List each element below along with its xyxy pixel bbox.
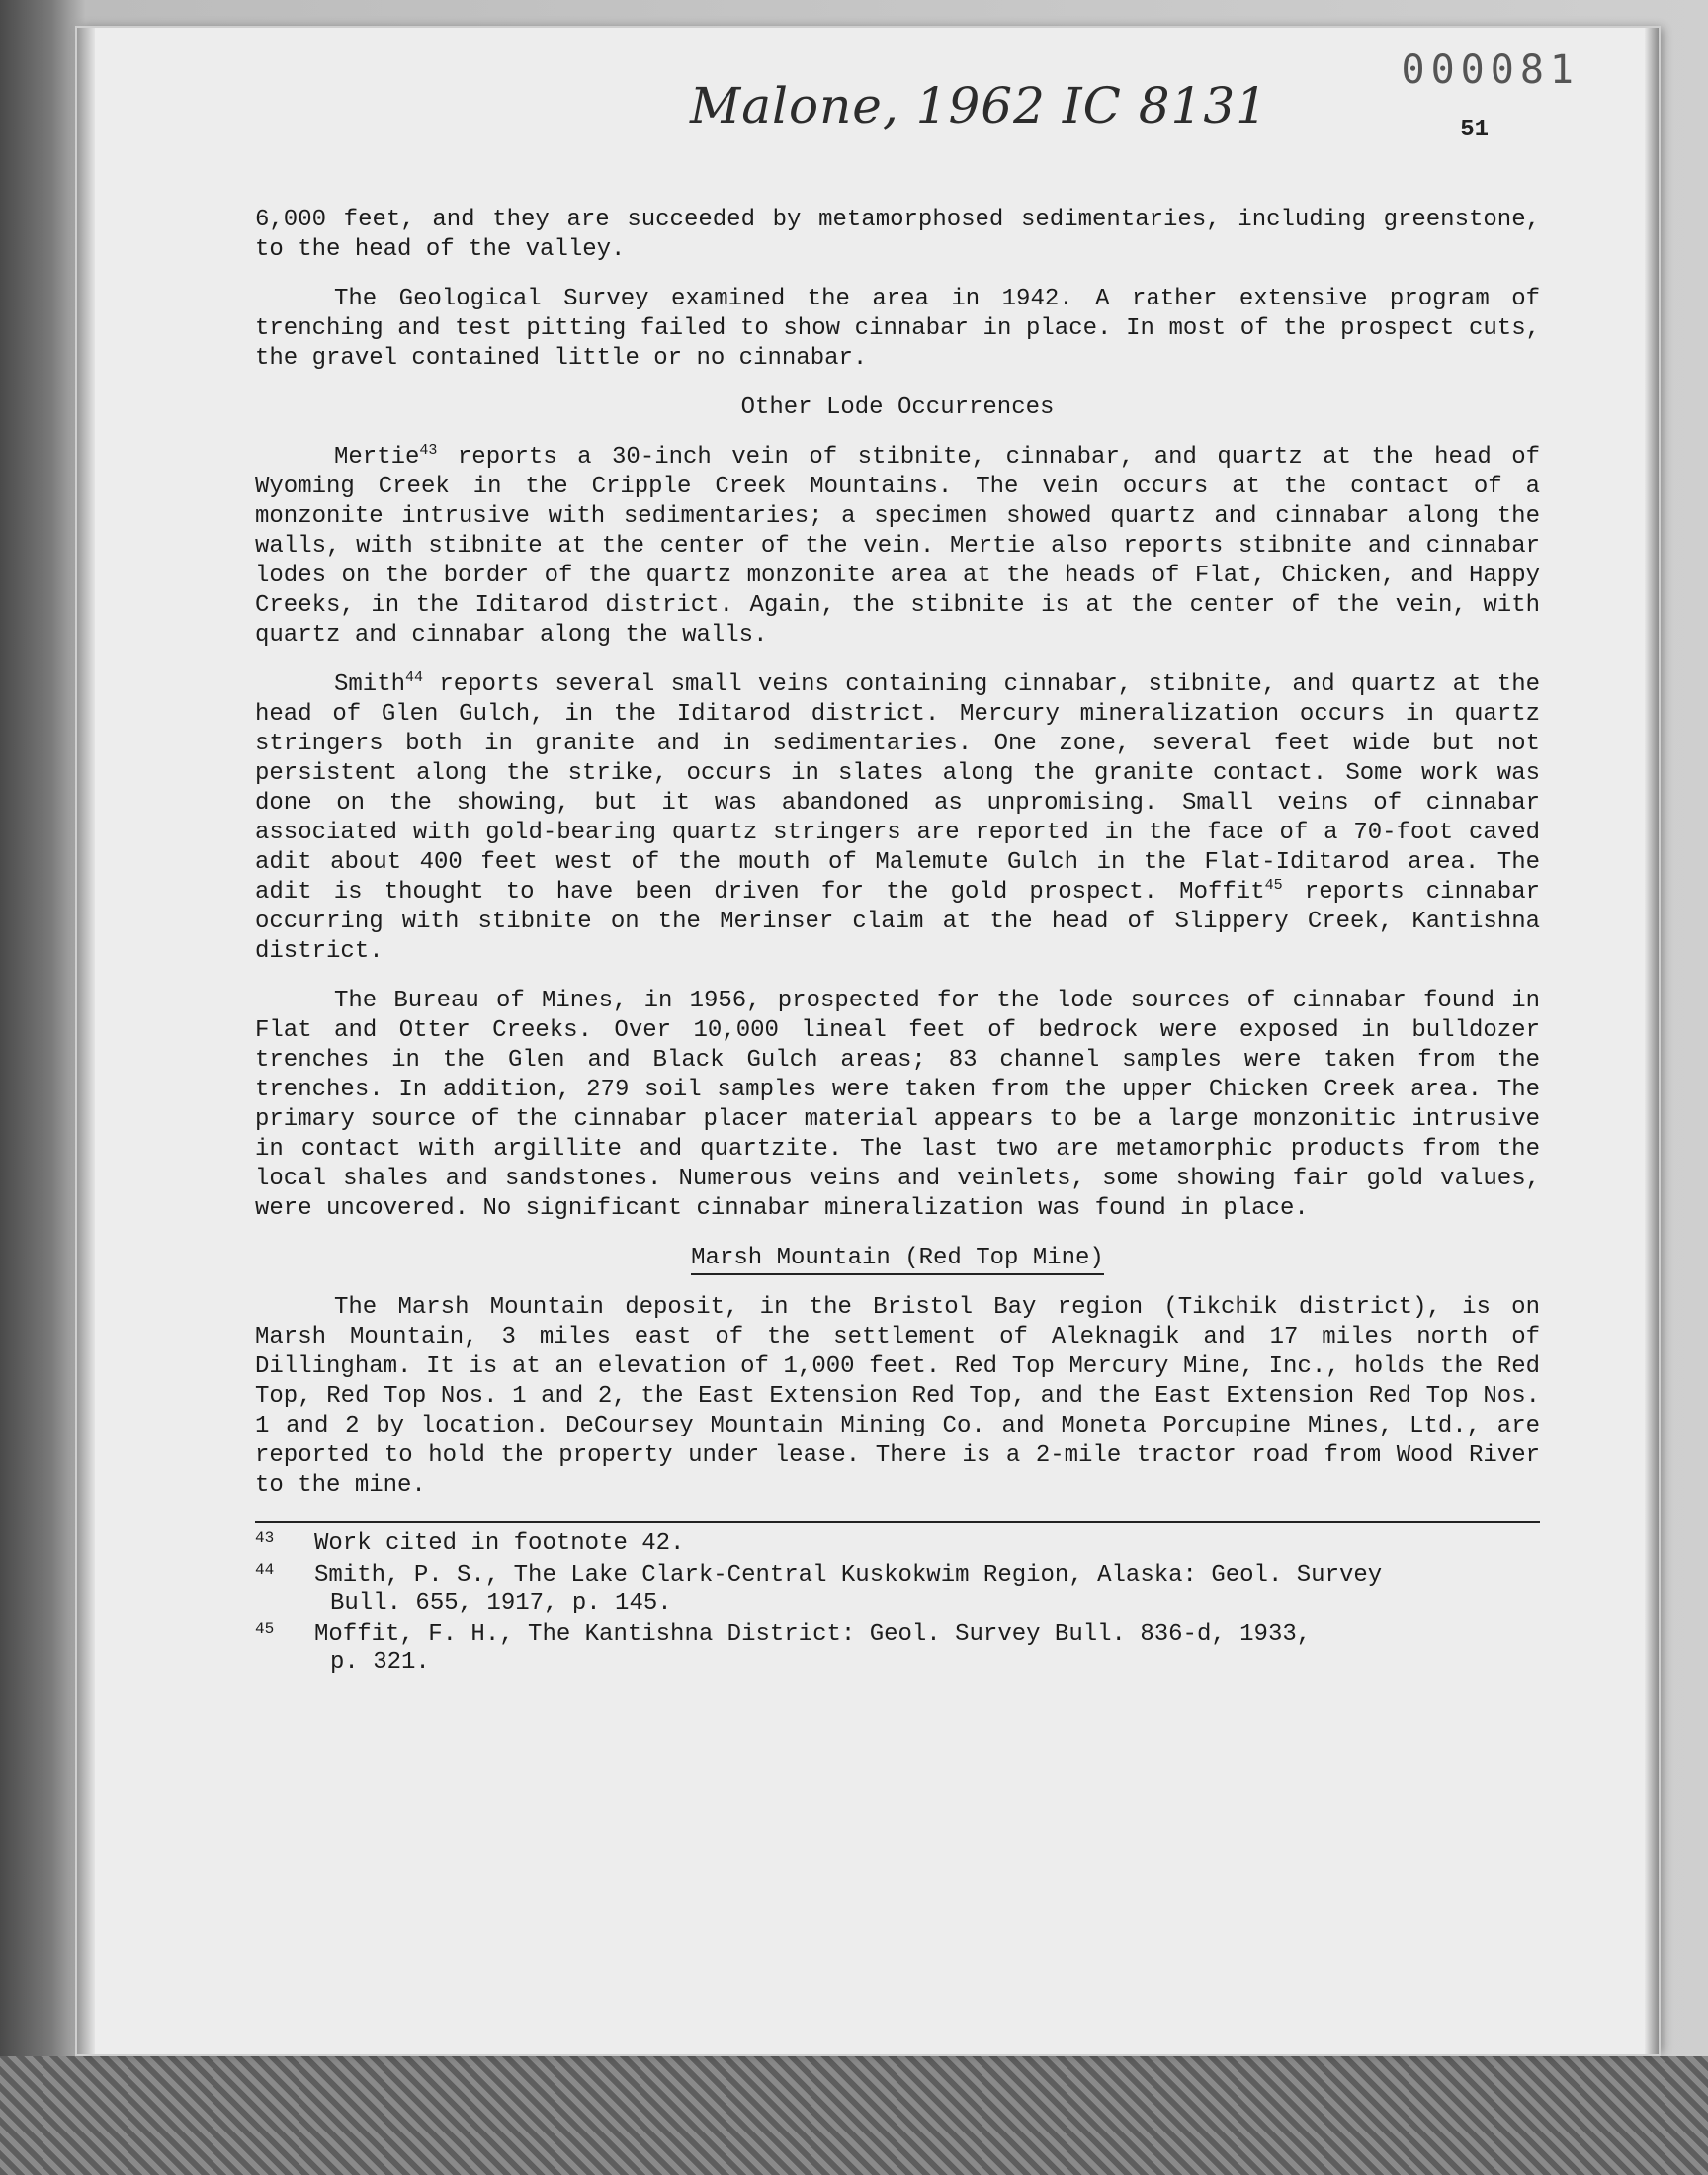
page-id-stamp: 000081 bbox=[1401, 47, 1580, 93]
footnote-number: 45 bbox=[255, 1620, 275, 1638]
section-heading-marsh-mountain-text: Marsh Mountain (Red Top Mine) bbox=[691, 1245, 1104, 1275]
paragraph-marsh-mountain: The Marsh Mountain deposit, in the Bristol Bay region (Tikchik district), is on Marsh Mountain, 3 miles east of the settlement of Aleknagik and 17 miles north of Dillingham. It is at an elevation of 1,000 feet. Red Top Mercury Mine, Inc., holds the Red Top, Red Top Nos. 1 and 2, the East Extension Red Top, and the East Extension Red Top Nos. 1 and 2 by location. DeCoursey Mountain Mining Co. and Moneta Porcupine Mines, Ltd., are reported to hold the property under lease. There is a 2-mile tractor road from Wood River to the mine. bbox=[255, 1294, 1540, 1499]
paragraph-geological-survey: The Geological Survey examined the area in 1942. A rather extensive program of trenching and test pitting failed to show cinnabar in place. In most of the prospect cuts, the gravel contained little or no cinnabar. bbox=[255, 286, 1540, 372]
paragraph-continued: 6,000 feet, and they are succeeded by metamorphosed sedimentaries, including greenstone, to the head of the valley. bbox=[255, 207, 1540, 263]
page-right-edge bbox=[1645, 28, 1659, 2054]
document-body bbox=[255, 206, 1540, 1681]
page-left-edge bbox=[77, 28, 95, 2054]
footnote-number: 43 bbox=[255, 1529, 275, 1547]
section-heading-other-lode: Other Lode Occurrences bbox=[740, 394, 1055, 421]
paragraph-bureau-of-mines: The Bureau of Mines, in 1956, prospected for the lode sources of cinnabar found in Flat and Otter Creeks. Over 10,000 lineal feet of bedrock were exposed in bulldozer trenches in the Glen and Black Gulch areas; 83 channel samples were taken from the trenches. In addition, 279 soil samples were taken from the upper Chicken Creek area. The primary source of the cinnabar placer material appears to be a large monzonitic intrusive in contact with argillite and quartzite. The last two are metamorphic products from the local shales and sandstones. Numerous veins and veinlets, some showing fair gold values, were uncovered. No significant cinnabar mineralization was found in place. bbox=[255, 988, 1540, 1222]
footnote-ref-43: 43 bbox=[419, 442, 438, 459]
footnote-text-continued: p. 321. bbox=[330, 1649, 430, 1676]
paragraph-smith bbox=[255, 670, 1540, 967]
paragraph-mertie bbox=[255, 443, 1540, 651]
footnote-ref-45: 45 bbox=[1264, 877, 1283, 894]
paragraph-moffit-text: reports cinnabar occurring with stibnite on the Merinser claim at the head of Slippery Creek, Kantishna district. bbox=[255, 879, 1541, 965]
section-heading-marsh-mountain bbox=[255, 1244, 1540, 1273]
footnote-45 bbox=[255, 1621, 1540, 1677]
footnote-44 bbox=[255, 1562, 1540, 1617]
footnote-text: Moffit, F. H., The Kantishna District: Geol. Survey Bull. 836-d, 1933, bbox=[314, 1621, 1312, 1648]
footnote-text: Smith, P. S., The Lake Clark-Central Kuskokwim Region, Alaska: Geol. Survey bbox=[314, 1562, 1383, 1589]
document-page bbox=[77, 28, 1659, 2054]
footnote-ref-44: 44 bbox=[405, 669, 424, 686]
footnote-divider bbox=[255, 1521, 1540, 1522]
paragraph-smith-text: reports several small veins containing cinnabar, stibnite, and quartz at the head of Glen Gulch, in the Iditarod district. Mercury mineralization occurs in quartz stringers both in granite and in sedimentaries. One zone, several feet wide but not persistent along the strike, occurs in slates along the granite contact. Some work was done on the showing, but it was abandoned as unpromising. Small veins of cinnabar associated with gold-bearing quartz stringers are reported in the face of a 70-foot caved adit about 400 feet west of the mouth of Malemute Gulch in the Flat-Iditarod area. The adit is thought to have been driven for the gold prospect. Moffit bbox=[255, 671, 1540, 906]
footnote-43 bbox=[255, 1530, 1540, 1558]
footnote-number: 44 bbox=[255, 1561, 275, 1579]
footnote-text-continued: Bull. 655, 1917, p. 145. bbox=[330, 1590, 672, 1616]
handwritten-citation: Malone, 1962 IC 8131 bbox=[690, 77, 1268, 134]
scan-fabric-edge bbox=[0, 2056, 1708, 2175]
paragraph-mertie-text: reports a 30-inch vein of stibnite, cinnabar, and quartz at the head of Wyoming Creek in the Cripple Creek Mountains. The vein occurs at the contact of a monzonite intrusive with sedimentaries; a specimen showed quartz and cinnabar along the walls, with stibnite at the center of the vein. Mertie also reports stibnite and cinnabar lodes on the border of the quartz monzonite area at the heads of Flat, Chicken, and Happy Creeks, in the Iditarod district. Again, the stibnite is at the center of the vein, with quartz and cinnabar along the walls. bbox=[255, 444, 1540, 649]
footnote-text: Work cited in footnote 42. bbox=[314, 1530, 685, 1557]
page-number: 51 bbox=[1460, 117, 1489, 143]
author-mertie: Mertie bbox=[334, 444, 420, 471]
author-smith: Smith bbox=[334, 671, 406, 698]
